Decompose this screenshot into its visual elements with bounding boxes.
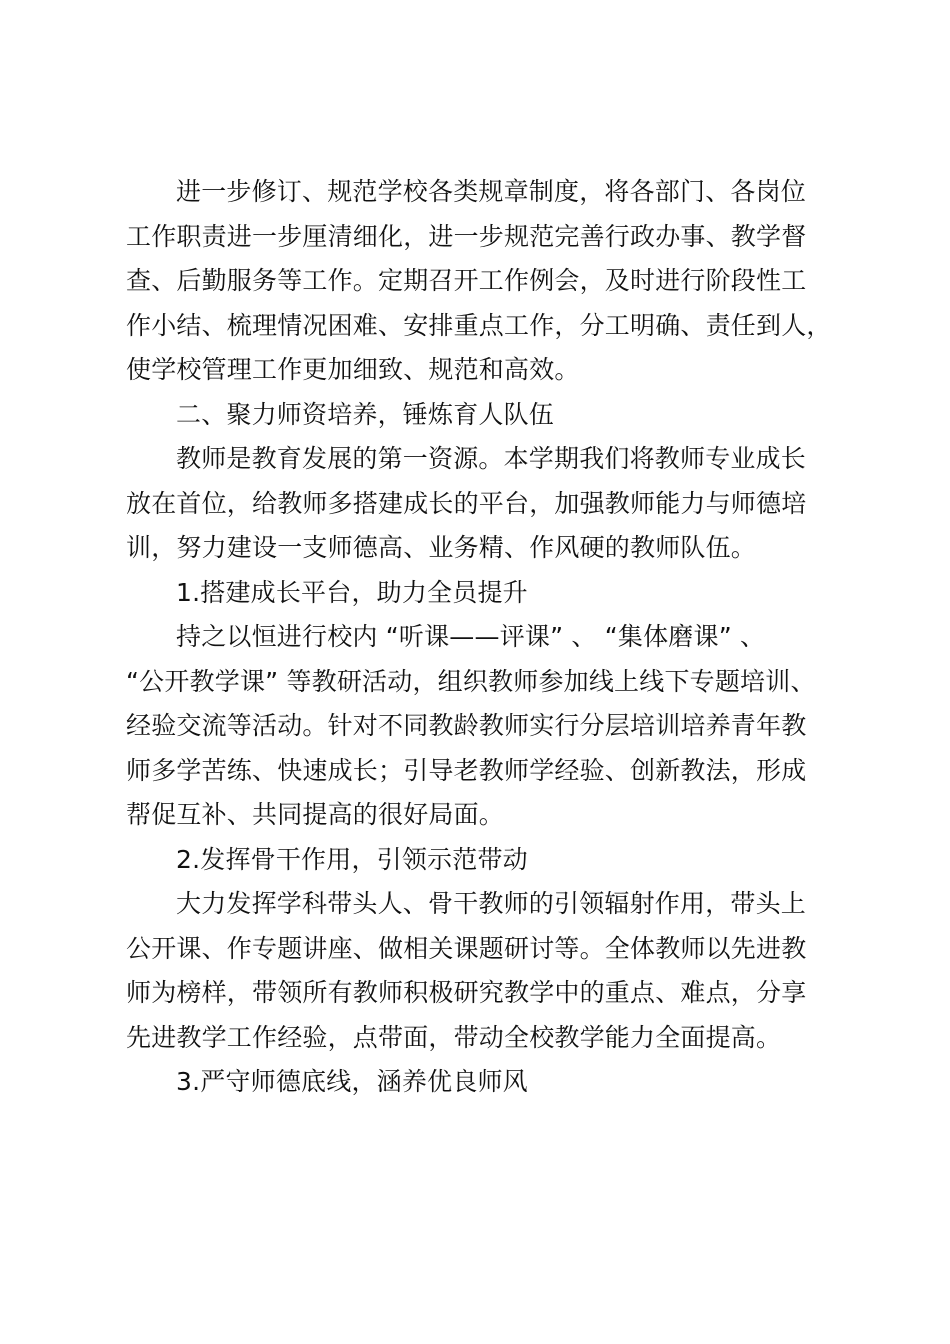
paragraph-line: 大力发挥学科带头人、骨干教师的引领辐射作用，带头上 (176, 889, 807, 918)
document-page (126, 170, 852, 1105)
paragraph-line: 先进教学工作经验，点带面，带动全校教学能力全面提高。 (126, 1022, 782, 1052)
paragraph-line: 经验交流等活动。针对不同教龄教师实行分层培训培养青年教 (126, 711, 807, 740)
paragraph-line: 师为榜样，带领所有教师积极研究教学中的重点、难点，分享 (126, 978, 807, 1007)
paragraph-line: “公开教学课” 等教研活动，组织教师参加线上线下专题培训、 (126, 666, 816, 696)
paragraph-line: 训，努力建设一支师德高、业务精、作风硬的教师队伍。 (126, 533, 757, 562)
paragraph-line: 公开课、作专题讲座、做相关课题研讨等。全体教师以先进教 (126, 933, 807, 963)
paragraph-line: 教师是教育发展的第一资源。本学期我们将教师专业成长 (176, 444, 807, 473)
paragraph-line: 帮促互补、共同提高的很好局面。 (126, 800, 505, 829)
paragraph-line: 使学校管理工作更加细致、规范和高效。 (126, 355, 580, 384)
section-heading: 二、聚力师资培养，锤炼育人队伍 (176, 399, 555, 429)
subsection-heading: 2.发挥骨干作用，引领示范带动 (176, 844, 528, 874)
paragraph-line: 作小结、梳理情况困难、安排重点工作，分工明确、责任到人， (126, 310, 832, 340)
paragraph-line: 进一步修订、规范学校各类规章制度，将各部门、各岗位 (176, 177, 807, 206)
paragraph-line: 查、后勤服务等工作。定期召开工作例会，及时进行阶段性工 (126, 266, 807, 295)
paragraph-line: 工作职责进一步厘清细化，进一步规范完善行政办事、教学督 (126, 221, 807, 251)
subsection-heading: 1.搭建成长平台，助力全员提升 (176, 577, 528, 607)
paragraph-line: 放在首位，给教师多搭建成长的平台，加强教师能力与师德培 (126, 488, 807, 518)
subsection-heading: 3.严守师德底线，涵养优良师风 (176, 1067, 528, 1096)
paragraph-line: 持之以恒进行校内 “听课——评课” 、 “集体磨课” 、 (176, 622, 766, 651)
paragraph-line: 师多学苦练、快速成长；引导老教师学经验、创新教法，形成 (126, 755, 807, 785)
